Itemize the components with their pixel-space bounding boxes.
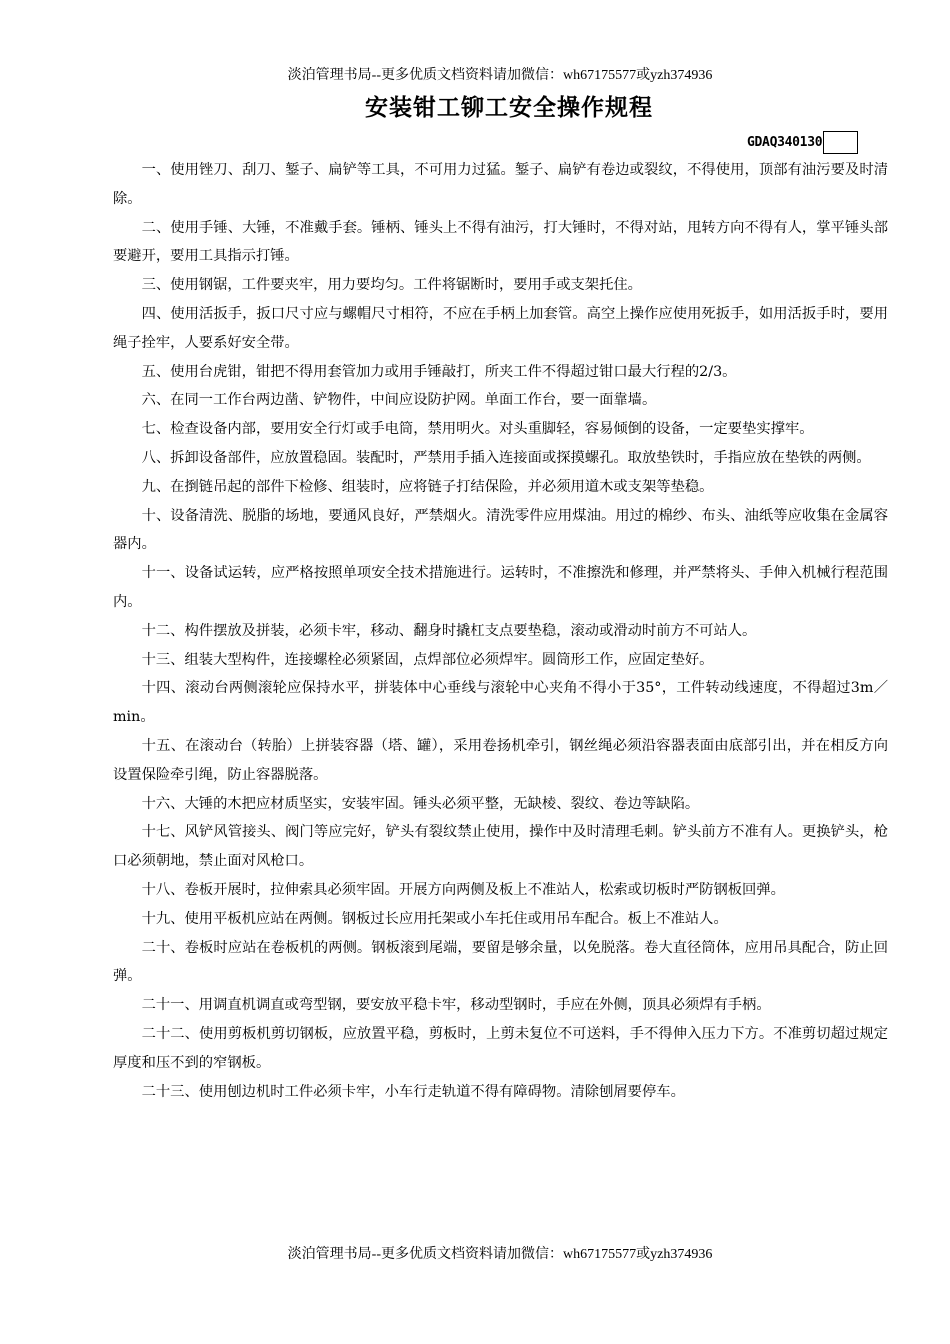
rule-item: 八、拆卸设备部件，应放置稳固。装配时，严禁用手插入连接面或探摸螺孔。取放垫铁时，手指应放在垫铁的两侧。: [141, 449, 871, 466]
document-title: 安装钳工铆工安全操作规程: [365, 95, 653, 121]
rule-item: 六、在同一工作台两边凿、铲物件，中间应设防护网。单面工作台，要一面靠墙。: [141, 392, 657, 409]
rule-item: 九、在捯链吊起的部件下检修、组装时，应将链子打结保险，并必须用道木或支架等垫稳。: [141, 478, 714, 495]
rule-item: 二十、卷板时应站在卷板机的两侧。钢板滚到尾端，要留是够余量，以免脱落。卷大直径筒体，应用吊具配合，防止回弹。: [113, 939, 888, 985]
rule-item: 一、使用锉刀、刮刀、錾子、扁铲等工具，不可用力过猛。錾子、扁铲有卷边或裂纹，不得使用，顶部有油污要及时清除。: [113, 162, 888, 207]
rule-item: 二十三、使用刨边机时工件必须卡牢，小车行走轨道不得有障碍物。清除刨屑要停车。: [141, 1083, 685, 1100]
rule-item: 五、使用台虎钳，钳把不得用套管加力或用手锤敲打，所夹工件不得超过钳口最大行程的2/3。: [141, 363, 737, 380]
code-box: [823, 131, 858, 154]
header-note: 淡泊管理书局--更多优质文档资料请加微信：wh67175577或yzh374936: [287, 68, 713, 83]
rule-item: 十九、使用平板机应站在两侧。钢板过长应用托架或小车托住或用吊车配合。板上不准站人。: [141, 910, 728, 927]
rule-item: 十、设备清洗、脱脂的场地，要通风良好，严禁烟火。清洗零件应用煤油。用过的棉纱、布头、油纸等应收集在金属容器内。: [113, 507, 888, 553]
document-code-row: [747, 130, 858, 154]
rule-item: 十二、构件摆放及拼装，必须卡牢，移动、翻身时撬杠支点要垫稳，滚动或滑动时前方不可站人。: [141, 622, 757, 639]
rule-item: 三、使用钢锯，工件要夹牢，用力要均匀。工件将锯断时，要用手或支架托住。: [141, 277, 642, 294]
rule-item: 七、检查设备内部，要用安全行灯或手电筒，禁用明火。对头重脚轻，容易倾倒的设备，一定要垫实撑牢。: [141, 421, 814, 438]
footer-note: 淡泊管理书局--更多优质文档资料请加微信：wh67175577或yzh374936: [287, 1247, 713, 1262]
document-code: GDAQ340130: [747, 134, 823, 150]
rule-item: 二、使用手锤、大锤，不准戴手套。锤柄、锤头上不得有油污，打大锤时，不得对站，甩转方向不得有人，掌平锤头部要避开，要用工具指示打锤。: [113, 219, 888, 265]
rule-item: 十三、组装大型构件，连接螺栓必须紧固，点焊部位必须焊牢。圆筒形工作，应固定垫好。: [141, 651, 714, 668]
rule-item: 十六、大锤的木把应材质坚实，安装牢固。锤头必须平整，无缺棱、裂纹、卷边等缺陷。: [141, 795, 700, 812]
rule-item: 二十二、使用剪板机剪切钢板，应放置平稳，剪板时，上剪未复位不可送料，手不得伸入压力下方。不准剪切超过规定厚度和压不到的窄钢板。: [113, 1025, 888, 1071]
rule-item: 二十一、用调直机调直或弯型钢，要安放平稳卡牢，移动型钢时，手应在外侧，顶具必须焊有手柄。: [141, 997, 771, 1014]
rule-item: 十五、在滚动台（转胎）上拼装容器（塔、罐），采用卷扬机牵引，钢丝绳必须沿容器表面由底部引出，并在相反方向设置保险牵引绳，防止容器脱落。: [113, 737, 888, 783]
rules-list: [113, 156, 888, 1106]
rule-item: 十八、卷板开展时，拉伸索具必须牢固。开展方向两侧及板上不准站人，松索或切板时严防钢板回弹。: [141, 881, 785, 898]
rule-item: 十七、风铲风管接头、阀门等应完好，铲头有裂纹禁止使用，操作中及时清理毛刺。铲头前方不准有人。更换铲头，枪口必须朝地，禁止面对风枪口。: [113, 824, 888, 870]
rule-item: 十一、设备试运转，应严格按照单项安全技术措施进行。运转时，不准擦洗和修理，并严禁将头、手伸入机械行程范围内。: [113, 565, 888, 610]
rule-item: 十四、滚动台两侧滚轮应保持水平，拼装体中心垂线与滚轮中心夹角不得小于35°，工件转动线速度，不得超过3m／min。: [113, 680, 888, 726]
rule-item: 四、使用活扳手，扳口尺寸应与螺帽尺寸相符，不应在手柄上加套管。高空上操作应使用死扳手，如用活扳手时，要用绳子拴牢，人要系好安全带。: [113, 305, 888, 351]
